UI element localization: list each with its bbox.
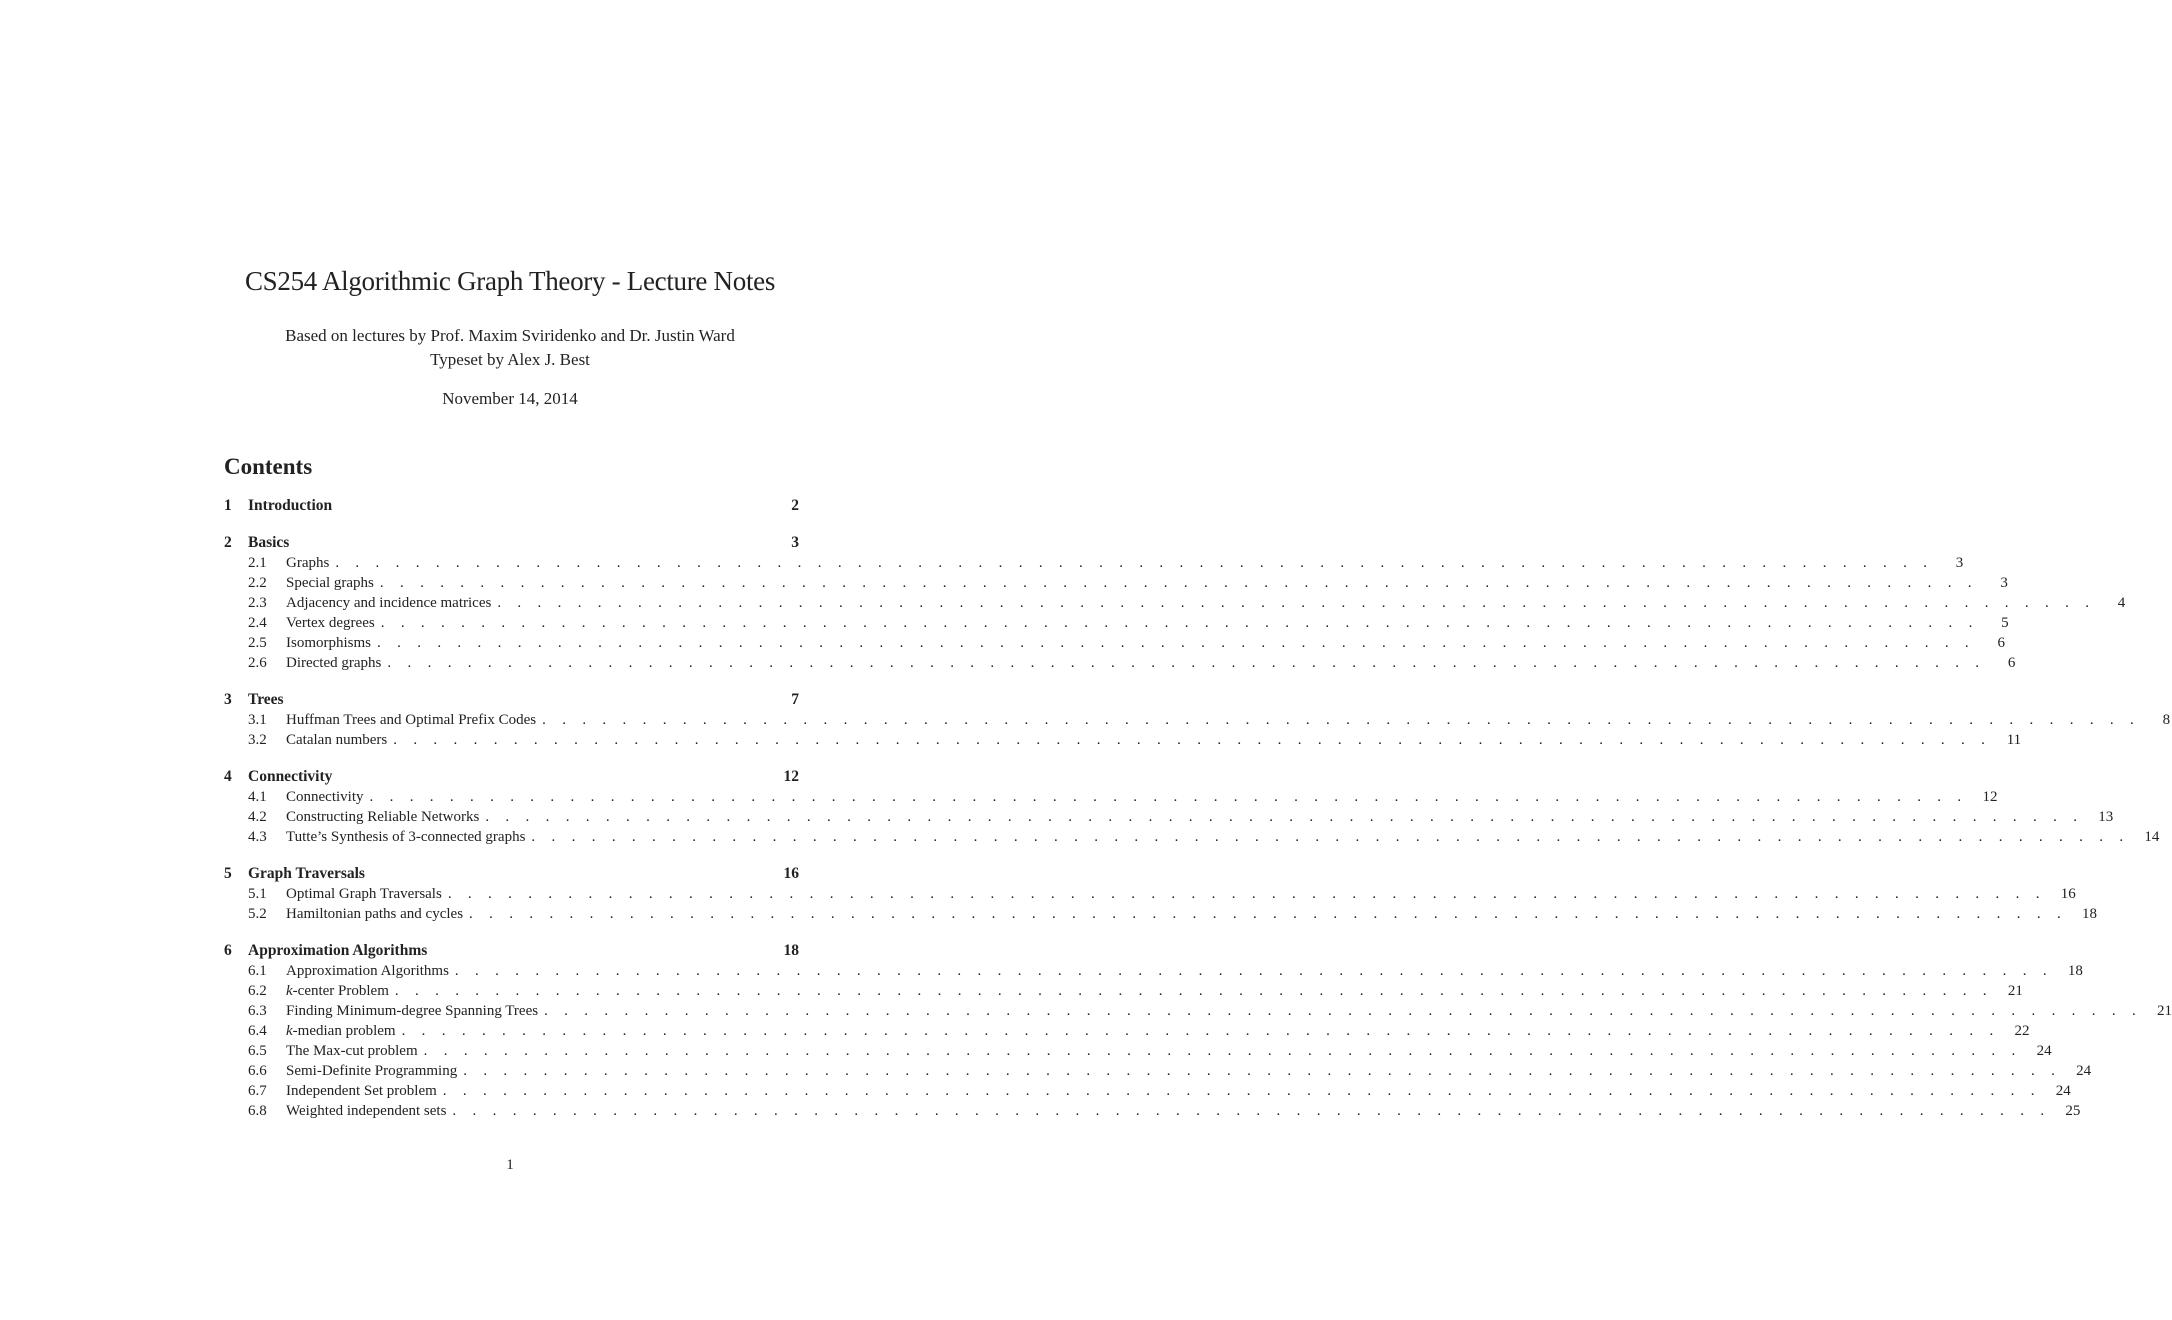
toc-subsection-entry[interactable] (224, 963, 2083, 983)
authors-line: Based on lectures by Prof. Maxim Sviridenko and Dr. Justin Ward (285, 326, 735, 345)
date-line: November 14, 2014 (442, 389, 578, 408)
toc-subsection-title: Connectivity (286, 789, 364, 805)
toc-subsection-number: 4.2 (248, 809, 267, 825)
toc-section-number: 6 (224, 942, 232, 959)
toc-subsection-entry[interactable] (224, 655, 2016, 675)
dot-leader: . . . . . . . . . . . . . . . . . . . . . . . . . . . . . . . . . . . . . . . . . . . . . . . . . . . . . . . . . . . . . . . . . . . . . . . . . . . . . . . . (401, 1023, 2000, 1039)
toc-subsection-number: 4.1 (248, 789, 267, 805)
toc-subsection-page: 18 (2082, 906, 2097, 922)
toc-section-entry[interactable] (224, 534, 799, 555)
toc-subsection-page: 3 (2000, 575, 2008, 591)
dot-leader: . . . . . . . . . . . . . . . . . . . . . . . . . . . . . . . . . . . . . . . . . . . . . . . . . . . . . . . . . . . . . . . . . . . . . . . . . . . . . . . . (542, 712, 2141, 728)
toc-subsection-page: 24 (2055, 1083, 2071, 1099)
dot-leader: . . . . . . . . . . . . . . . . . . . . . . . . . . . . . . . . . . . . . . . . . . . . . . . . . . . . . . . . . . . . . . . . . . . . . . . . . . . . . . . . (369, 789, 1968, 805)
toc-subsection-entry[interactable] (224, 1083, 2071, 1103)
document-title: CS254 Algorithmic Graph Theory - Lecture Notes (244, 266, 776, 296)
toc-section-page: 2 (791, 497, 799, 514)
toc-subsection-entry[interactable] (224, 615, 2009, 635)
toc-subsection-page: 13 (2098, 809, 2114, 825)
toc-subsection-page: 16 (2060, 886, 2076, 902)
toc-subsection-entry[interactable] (224, 983, 2023, 1003)
toc-subsection-page: 24 (2036, 1043, 2052, 1059)
toc-section-title: Connectivity (248, 768, 333, 785)
page-number: 1 (506, 1157, 514, 1173)
dot-leader: . . . . . . . . . . . . . . . . . . . . . . . . . . . . . . . . . . . . . . . . . . . . . . . . . . . . . . . . . . . . . . . . . . . . . . . . . . . . . . . . (544, 1003, 2143, 1019)
toc-section-page: 3 (791, 534, 799, 551)
toc-subsection-title: Huffman Trees and Optimal Prefix Codes (286, 712, 537, 728)
dot-leader: . . . . . . . . . . . . . . . . . . . . . . . . . . . . . . . . . . . . . . . . . . . . . . . . . . . . . . . . . . . . . . . . . . . . . . . . . . . . . . . . (463, 1063, 2062, 1079)
toc-subsection-entry[interactable] (224, 1043, 2052, 1063)
toc-subsection-title: Isomorphisms (286, 635, 372, 651)
toc-subsection-number: 6.6 (248, 1063, 267, 1079)
toc-subsection-number: 6.7 (248, 1083, 267, 1099)
dot-leader: . . . . . . . . . . . . . . . . . . . . . . . . . . . . . . . . . . . . . . . . . . . . . . . . . . . . . . . . . . . . . . . . . . . . . . . . . . . . . . . . (394, 983, 1993, 999)
toc-subsection-entry[interactable] (224, 789, 1998, 809)
toc-section-page: 16 (783, 865, 799, 882)
toc-subsection-page: 8 (2162, 712, 2171, 728)
toc-section-page: 7 (791, 691, 799, 708)
toc-subsection-number: 6.5 (248, 1043, 267, 1059)
toc-section-entry[interactable] (224, 497, 799, 518)
toc-subsection-number: 2.6 (248, 655, 267, 671)
toc-subsection-number: 6.3 (248, 1003, 267, 1019)
toc-subsection-title: Adjacency and incidence matrices (286, 595, 492, 611)
toc-section-number: 1 (224, 497, 232, 514)
toc-subsection-title: Semi-Definite Programming (286, 1063, 458, 1079)
toc-section-entry[interactable] (224, 942, 799, 963)
toc-subsection-number: 5.2 (248, 906, 267, 922)
dot-leader: . . . . . . . . . . . . . . . . . . . . . . . . . . . . . . . . . . . . . . . . . . . . . . . . . . . . . . . . . . . . . . . . . . . . . . . . . . . . . . . . (387, 655, 1986, 671)
dot-leader: . . . . . . . . . . . . . . . . . . . . . . . . . . . . . . . . . . . . . . . . . . . . . . . . . . . . . . . . . . . . . . . . . . . . . . . . . . . . . . . . (335, 555, 1934, 571)
toc-subsection-entry[interactable] (224, 635, 2005, 655)
toc-subsection-page: 11 (2006, 732, 2022, 748)
toc-section (224, 497, 799, 518)
toc-subsection-number: 2.3 (248, 595, 267, 611)
toc-subsection-title: Independent Set problem (286, 1083, 437, 1099)
toc-subsection-number: 2.5 (248, 635, 267, 651)
typeset-line: Typeset by Alex J. Best (430, 350, 590, 369)
toc-section (224, 534, 2126, 675)
toc-subsection-entry[interactable] (224, 1063, 2092, 1083)
table-of-contents (224, 497, 2172, 1139)
dot-leader: . . . . . . . . . . . . . . . . . . . . . . . . . . . . . . . . . . . . . . . . . . . . . . . . . . . . . . . . . . . . . . . . . . . . . . . . . . . . . . . . (531, 829, 2130, 845)
toc-subsection-title: Hamiltonian paths and cycles (286, 906, 464, 922)
toc-subsection-number: 2.4 (248, 615, 267, 631)
toc-subsection-title: Special graphs (286, 575, 374, 591)
toc-subsection-entry[interactable] (224, 829, 2160, 849)
toc-subsection-entry[interactable] (224, 575, 2008, 595)
toc-section-entry[interactable] (224, 865, 799, 886)
dot-leader: . . . . . . . . . . . . . . . . . . . . . . . . . . . . . . . . . . . . . . . . . . . . . . . . . . . . . . . . . . . . . . . . . . . . . . . . . . . . . . . . (485, 809, 2084, 825)
toc-subsection-page: 3 (1955, 555, 1964, 571)
toc-section-title: Trees (248, 691, 284, 708)
toc-subsection-entry[interactable] (224, 809, 2114, 829)
toc-section-title: Introduction (248, 497, 333, 514)
toc-section (224, 865, 2097, 926)
toc-subsection-page: 21 (2007, 983, 2023, 999)
toc-subsection-title: Graphs (286, 555, 330, 571)
toc-subsection-title: Approximation Algorithms (286, 963, 449, 979)
toc-section (224, 942, 2172, 1123)
toc-subsection-entry[interactable] (224, 1003, 2172, 1023)
toc-subsection-number: 2.2 (248, 575, 267, 591)
toc-subsection-number: 3.2 (248, 732, 267, 748)
toc-subsection-number: 4.3 (248, 829, 267, 845)
toc-subsection-number: 6.2 (248, 983, 267, 999)
dot-leader: . . . . . . . . . . . . . . . . . . . . . . . . . . . . . . . . . . . . . . . . . . . . . . . . . . . . . . . . . . . . . . . . . . . . . . . . . . . . . . . . (469, 906, 2067, 922)
dot-leader: . . . . . . . . . . . . . . . . . . . . . . . . . . . . . . . . . . . . . . . . . . . . . . . . . . . . . . . . . . . . . . . . . . . . . . . . . . . . . . . . (377, 635, 1975, 651)
toc-section-page: 18 (783, 942, 799, 959)
toc-section-number: 5 (224, 865, 232, 882)
dot-leader: . . . . . . . . . . . . . . . . . . . . . . . . . . . . . . . . . . . . . . . . . . . . . . . . . . . . . . . . . . . . . . . . . . . . . . . . . . . . . . . . (423, 1043, 2022, 1059)
toc-subsection-number: 2.1 (248, 555, 267, 571)
toc-subsection-entry[interactable] (224, 732, 2022, 752)
dot-leader: . . . . . . . . . . . . . . . . . . . . . . . . . . . . . . . . . . . . . . . . . . . . . . . . . . . . . . . . . . . . . . . . . . . . . . . . . . . . . . . . (452, 1103, 2051, 1119)
toc-subsection-title: The Max-cut problem (286, 1043, 418, 1059)
toc-section-title: Basics (248, 534, 290, 551)
toc-subsection-number: 3.1 (248, 712, 267, 728)
toc-subsection-entry[interactable] (224, 886, 2076, 906)
toc-subsection-page: 21 (2157, 1003, 2172, 1019)
toc-subsection-entry[interactable] (224, 555, 1964, 575)
toc-subsection-entry[interactable] (224, 1103, 2081, 1123)
dot-leader: . . . . . . . . . . . . . . . . . . . . . . . . . . . . . . . . . . . . . . . . . . . . . . . . . . . . . . . . . . . . . . . . . . . . . . . . . . . . . . . . (379, 575, 1978, 591)
toc-subsection-entry[interactable] (224, 906, 2097, 926)
toc-subsection-page: 14 (2144, 829, 2160, 845)
toc-section-title: Graph Traversals (248, 865, 365, 882)
contents-heading: Contents (224, 454, 313, 479)
dot-leader: . . . . . . . . . . . . . . . . . . . . . . . . . . . . . . . . . . . . . . . . . . . . . . . . . . . . . . . . . . . . . . . . . . . . . . . . . . . . . . . . (447, 886, 2046, 902)
toc-subsection-title: Optimal Graph Traversals (286, 886, 442, 902)
dot-leader: . . . . . . . . . . . . . . . . . . . . . . . . . . . . . . . . . . . . . . . . . . . . . . . . . . . . . . . . . . . . . . . . . . . . . . . . . . . . . . . . (497, 595, 2096, 611)
toc-subsection-number: 6.1 (248, 963, 267, 979)
toc-subsection-title: Vertex degrees (286, 615, 375, 631)
toc-subsection-title: Finding Minimum-degree Spanning Trees (286, 1003, 539, 1019)
toc-subsection-number: 6.8 (248, 1103, 267, 1119)
dot-leader: . . . . . . . . . . . . . . . . . . . . . . . . . . . . . . . . . . . . . . . . . . . . . . . . . . . . . . . . . . . . . . . . . . . . . . . . . . . . . . . . (454, 963, 2053, 979)
toc-subsection-title: Weighted independent sets (286, 1103, 447, 1119)
toc-subsection-title: Catalan numbers (286, 732, 388, 748)
toc-subsection-page: 25 (2065, 1103, 2081, 1119)
dot-leader: . . . . . . . . . . . . . . . . . . . . . . . . . . . . . . . . . . . . . . . . . . . . . . . . . . . . . . . . . . . . . . . . . . . . . . . . . . . . . . . . (393, 732, 1992, 748)
toc-subsection-page: 22 (2014, 1023, 2030, 1039)
toc-subsection-number: 5.1 (248, 886, 267, 902)
toc-section-entry[interactable] (224, 691, 799, 712)
toc-subsection-entry[interactable] (224, 1023, 2030, 1043)
toc-subsection-title: Tutte’s Synthesis of 3-connected graphs (286, 829, 526, 845)
toc-section-page: 12 (783, 768, 799, 785)
toc-subsection-page: 5 (2001, 615, 2009, 631)
toc-section-number: 4 (224, 768, 232, 785)
toc-subsection-page: 4 (2117, 595, 2126, 611)
toc-subsection-title: k-center Problem (286, 983, 389, 999)
toc-subsection-title: Directed graphs (286, 655, 382, 671)
toc-subsection-title: Constructing Reliable Networks (286, 809, 480, 825)
toc-section-title: Approximation Algorithms (248, 942, 428, 959)
toc-subsection-page: 6 (2007, 655, 2016, 671)
toc-section (224, 768, 2160, 849)
dot-leader: . . . . . . . . . . . . . . . . . . . . . . . . . . . . . . . . . . . . . . . . . . . . . . . . . . . . . . . . . . . . . . . . . . . . . . . . . . . . . . . . (380, 615, 1979, 631)
toc-subsection-page: 12 (1982, 789, 1998, 805)
toc-subsection-number: 6.4 (248, 1023, 267, 1039)
toc-subsection-entry[interactable] (224, 595, 2126, 615)
toc-section-number: 2 (224, 534, 232, 551)
toc-section-number: 3 (224, 691, 232, 708)
dot-leader: . . . . . . . . . . . . . . . . . . . . . . . . . . . . . . . . . . . . . . . . . . . . . . . . . . . . . . . . . . . . . . . . . . . . . . . . . . . . . . . . (442, 1083, 2041, 1099)
toc-subsection-page: 24 (2076, 1063, 2092, 1079)
toc-section (224, 691, 2171, 752)
toc-subsection-page: 18 (2067, 963, 2083, 979)
toc-subsection-entry[interactable] (224, 712, 2171, 732)
toc-subsection-title: k-median problem (286, 1023, 396, 1039)
toc-section-entry[interactable] (224, 768, 799, 789)
toc-subsection-page: 6 (1997, 635, 2005, 651)
